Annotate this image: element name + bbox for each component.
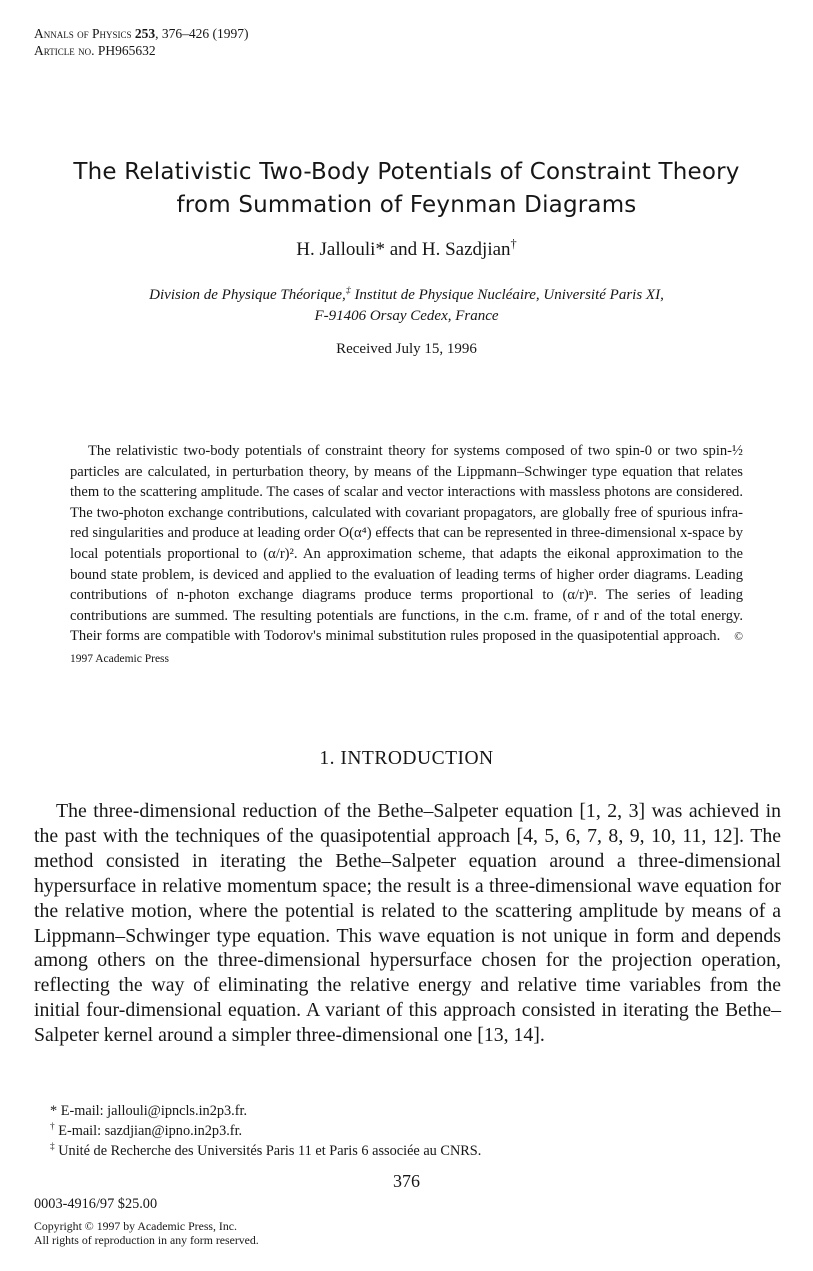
author-1: H. Jallouli	[296, 239, 376, 260]
footnote-2	[50, 1121, 481, 1141]
footnote-3-text: Unité de Recherche des Universités Paris 11 et Paris 6 associée au CNRS.	[54, 1143, 482, 1160]
author-connector: and	[384, 239, 422, 260]
copyright-line-1: Copyright © 1997 by Academic Press, Inc.	[34, 1219, 237, 1233]
author-2: H. Sazdjian	[421, 239, 511, 260]
introduction-paragraph: The three-dimensional reduction of the Bethe–Salpeter equation [1, 2, 3] was achieved in the past with the techniques of the quasipotential approach [4, 5, 6, 7, 8, 9, 10, 11, 12]. The method consisted in iterating the Bethe–Salpeter equation around a three-dimensional hypersurface in relative momentum space; the result is a three-dimensional wave equation for the relative motion, where the potential is related to the scattering amplitude by means of a Lippmann–Schwinger type equation. This wave equation is not unique in form and depends among others on the three-dimensional hypersurface chosen for the projection operation, reflecting the way of eliminating the relative energy and relative time variables from the initial four-dimensional equation. A variant of this approach consisted in iterating the Bethe–Salpeter kernel around a simpler three-dimensional one [13, 14].	[34, 800, 781, 1047]
affiliation-mark: ‡	[345, 285, 351, 296]
footnote-3-mark: ‡	[50, 1142, 55, 1153]
paper-title	[30, 156, 783, 222]
footnote-1-mark: *	[50, 1103, 58, 1119]
journal-volume: 253	[134, 26, 156, 41]
article-id: PH965632	[97, 43, 156, 58]
affiliation	[60, 285, 753, 327]
issn-price: 0003-4916/97 $25.00	[34, 1196, 158, 1212]
section-heading: 1. INTRODUCTION	[319, 748, 494, 769]
copyright-notice	[34, 1219, 259, 1248]
abstract	[70, 441, 743, 670]
journal-citation	[34, 25, 249, 42]
affiliation-line-2: F-91406 Orsay Cedex, France	[314, 308, 499, 324]
author-2-mark: †	[510, 236, 517, 251]
abstract-text: The relativistic two-body potentials of constraint theory for systems composed of two spin-0 or two spin-½ particles are calculated, in perturbation theory, by means of the Lippmann–Schwinger type equation that relates them to the scattering amplitude. The cases of scalar and vector interactions with massless photons are considered. The two-photon exchange contributions, calculated with covariant propagators, are globally free of spurious infra-red singularities and produce at leading order O(α⁴) effects that can be represented in three-dimensional x-space by local potentials proportional to (α/r)². An approximation scheme, that adapts the eikonal approximation to the bound state problem, is deviced and applied to the evaluation of leading terms of higher order diagrams. Leading contributions of n-photon exchange diagrams produce terms proportional to (α/r)ⁿ. The series of leading contributions are summed. The resulting potentials are functions, in the c.m. frame, of r and of the total energy. Their forms are compatible with Todorov's minimal substitution rules proposed in the quasipotential approach.	[70, 443, 743, 645]
footnote-2-text: E-mail: sazdjian@ipno.in2p3.fr.	[54, 1123, 243, 1140]
journal-header	[34, 25, 249, 59]
footnote-2-mark: †	[50, 1122, 55, 1133]
affiliation-part-2: Institut de Physique Nucléaire, Université Paris XI,	[350, 287, 664, 303]
footnote-1	[50, 1101, 481, 1121]
received-date: Received July 15, 1996	[336, 341, 477, 357]
affiliation-line-1	[60, 285, 753, 306]
abstract-copyright: © 1997 Academic Press	[70, 631, 743, 665]
copyright-line-2: All rights of reproduction in any form reserved.	[34, 1233, 259, 1248]
author-1-mark: *	[375, 239, 385, 260]
page-number: 376	[393, 1171, 420, 1191]
title-line-2: from Summation of Feynman Diagrams	[176, 192, 637, 218]
author-list	[0, 236, 813, 261]
footnote-1-text: E-mail: jallouli@ipncls.in2p3.fr.	[57, 1103, 248, 1119]
article-number	[34, 42, 249, 59]
footnotes	[50, 1101, 481, 1162]
journal-pages: , 376–426 (1997)	[155, 26, 249, 41]
article-label: Article no.	[34, 43, 95, 58]
footnote-3	[50, 1141, 481, 1161]
affiliation-part-1: Division de Physique Théorique,	[149, 287, 346, 303]
journal-name: Annals of Physics	[34, 26, 132, 41]
title-line-1: The Relativistic Two-Body Potentials of Constraint Theory	[73, 159, 740, 185]
